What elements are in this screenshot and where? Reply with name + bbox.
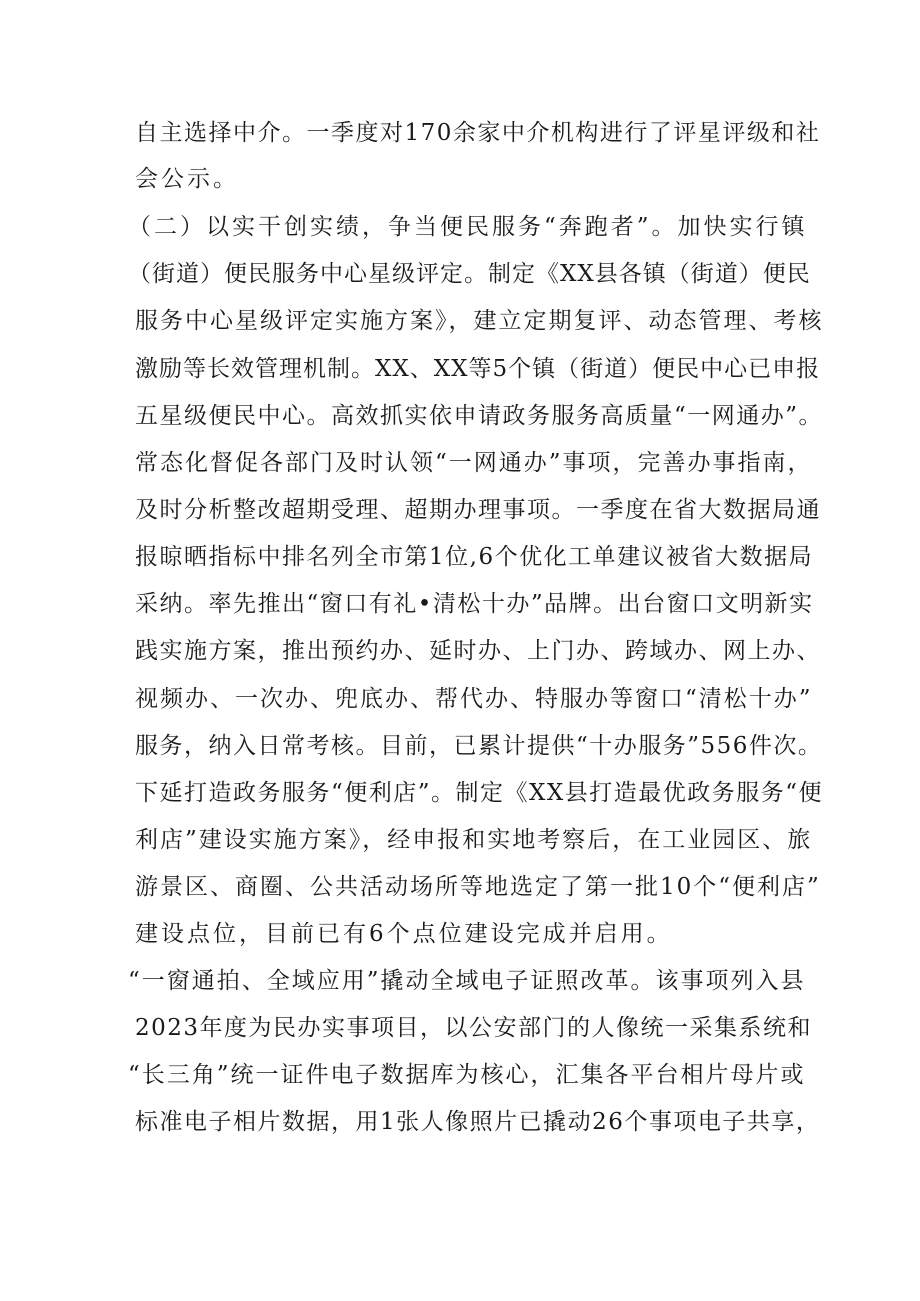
text-line: 践实施方案，推出预约办、延时办、上门办、跨域办、网上办、 [135, 638, 821, 664]
text-line: 五星级便民中心。高效抓实依申请政务服务高质量“一网通办”。 [135, 403, 824, 429]
text-line: 利店”建设实施方案》，经申报和实地考察后，在工业园区、旅 [135, 827, 813, 853]
text-line: 自主选择中介。一季度对170余家中介机构进行了评星评级和社 [135, 120, 821, 146]
text-line: 报晾晒指标中排名列全市第1位,6个优化工单建议被省大数据局 [135, 544, 814, 570]
text-line: 激励等长效管理机制。XX、XX等5个镇（街道）便民中心已申报 [135, 356, 821, 382]
text-line: “一窗通拍、全域应用”撬动全域电子证照改革。该事项列入县 [128, 968, 806, 994]
text-line: （二）以实干创实绩，争当便民服务“奔跑者”。加快实行镇 [128, 214, 808, 240]
text-line: “长三角”统一证件电子数据库为核心，汇集各平台相片母片或 [128, 1062, 806, 1088]
text-line: 及时分析整改超期受理、超期办理事项。一季度在省大数据局通 [135, 497, 821, 523]
text-line: 采纳。率先推出“窗口有礼•清松十办”品牌。出台窗口文明新实 [135, 591, 814, 617]
text-line: 标准电子相片数据，用1张人像照片已撬动26个事项电子共享， [135, 1109, 821, 1135]
text-line: 2023年度为民办实事项目，以公安部门的人像统一采集系统和 [135, 1015, 813, 1041]
text-line: 游景区、商圈、公共活动场所等地选定了第一批10个“便利店” [135, 874, 821, 900]
text-line: 常态化督促各部门及时认领“一网通办”事项，完善办事指南， [135, 450, 813, 476]
text-line: 服务中心星级评定实施方案》，建立定期复评、动态管理、考核 [135, 308, 824, 334]
text-line: 服务，纳入日常考核。目前，已累计提供“十办服务”556件次。 [135, 733, 823, 759]
text-line: 视频办、一次办、兜底办、帮代办、特服办等窗口“清松十办” [135, 686, 813, 712]
text-line: （街道）便民服务中心星级评定。制定《XX县各镇（街道）便民 [128, 261, 811, 287]
text-line: 下延打造政务服务“便利店”。制定《XX县打造最优政务服务“便 [135, 780, 824, 806]
text-line: 会公示。 [135, 166, 239, 192]
text-line: 建设点位，目前已有6个点位建设完成并启用。 [135, 921, 673, 947]
